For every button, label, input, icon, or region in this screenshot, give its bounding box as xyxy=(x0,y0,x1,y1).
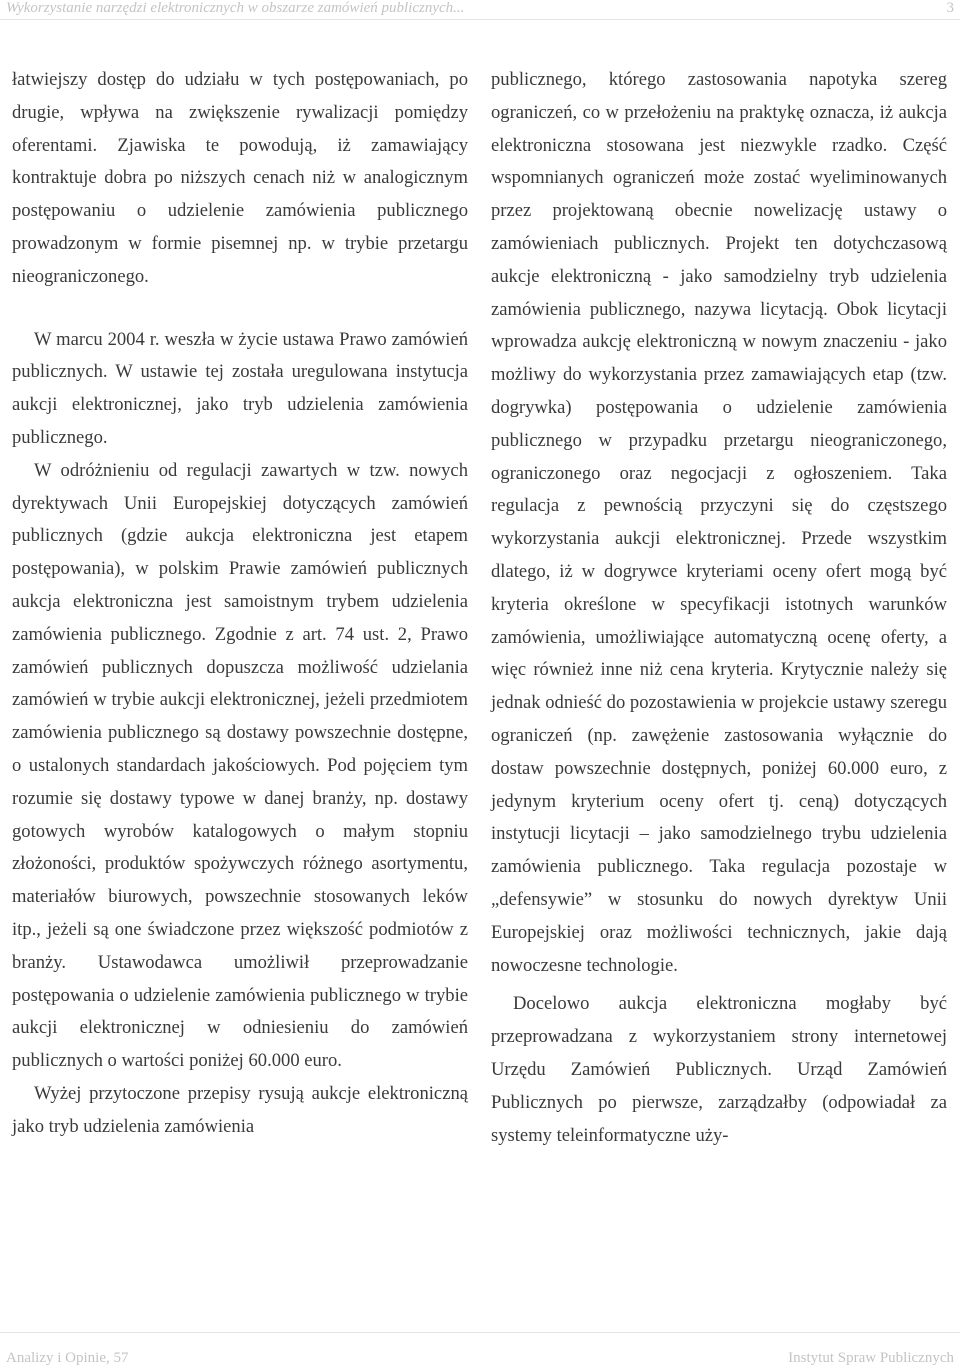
page-number: 3 xyxy=(946,0,954,16)
left-column xyxy=(12,64,468,1144)
paragraph: łatwiejszy dostęp do udziału w tych postępowaniach, po drugie, wpływa na zwiększenie rywalizacji pomiędzy oferentami. Zjawiska te powodują, iż zamawiający kontraktuje dobra po niższych cenach niż w analogicznym postępowaniu o udzielenie zamówienia publicznego prowadzonym w formie pisemnej np. w trybie przetargu nieograniczonego. xyxy=(12,69,468,287)
footer-institute: Instytut Spraw Publicznych xyxy=(788,1350,954,1366)
paragraph: W marcu 2004 r. weszła w życie ustawa Prawo zamówień publicznych. W ustawie tej została uregulowana instytucja aukcji elektronicznej, jako tryb udzielenia zamówienia publicznego. xyxy=(12,328,468,448)
header-divider xyxy=(0,19,960,20)
paragraph: Wyżej przytoczone przepisy rysują aukcje elektroniczną jako tryb udzielenia zamówienia xyxy=(12,1082,468,1137)
paragraph: Docelowo aukcja elektroniczna mogłaby być przeprowadzana z wykorzystaniem strony internetowej Urzędu Zamówień Publicznych. Urząd Zamówień Publicznych po pierwsze, zarządzałby (odpowiadał za systemy teleinformatyczne uży- xyxy=(491,993,947,1146)
paragraph: publicznego, którego zastosowania napotyka szereg ograniczeń, co w przełożeniu na praktykę oznacza, iż aukcja elektroniczna stosowana jest niezwykle rzadko. Część wspomnianych ograniczeń może zostać wyeliminowanych przez projektowaną obecnie nowelizację ustawy o zamówieniach publicznych. Projekt ten dotychczasową aukcje elektroniczną - jako samodzielny tryb udzielenia zamówienia publicznego, nazywa licytacją. Obok licytacji wprowadza aukcję elektroniczną w nowym znaczeniu - jako możliwy do wykorzystania przez zamawiających etap (tzw. dogrywka) postępowania o udzielenie zamówienia publicznego w przypadku przetargu nieograniczonego, ograniczonego oraz negocjacji z ogłoszeniem. Taka regulacja z pewnością przyczyni się do częstszego wykorzystania aukcji elektronicznej. Przede wszystkim dlatego, iż w dogrywce kryteriami oceny ofert mogą być kryteria określone w specyfikacji istotnych warunków zamówienia, umożliwiające automatyczną ocenę oferty, a więc również inne niż cena kryteria. Krytycznie należy się jednak odnieść do pozostawienia w projekcie ustawy szeregu ograniczeń (np. zawężenie zastosowania wyłącznie do dostaw powszechnie dostępnych, poniżej 60.000 euro, z jedynym kryterium oceny ofert tj. ceną) dotyczących instytucji licytacji – jako samodzielnego trybu udzielenia zamówienia publicznego. Taka regulacja pozostaje w „defensywie” w stosunku do nowych dyrektyw Unii Europejskiej oraz możliwości technicznych, jakie dają nowoczesne technologie. xyxy=(491,69,947,976)
right-column xyxy=(491,64,947,1152)
running-header-title: Wykorzystanie narzędzi elektronicznych w obszarze zamówień publicznych... xyxy=(6,0,465,16)
footer-publication: Analizy i Opinie, 57 xyxy=(6,1350,129,1366)
paragraph: W odróżnieniu od regulacji zawartych w tzw. nowych dyrektywach Unii Europejskiej dotyczących zamówień publicznych (gdzie aukcja elektroniczna jest etapem postępowania), w polskim Prawie zamówień publicznych aukcja elektroniczna jest samoistnym trybem udzielenia zamówienia publicznego. Zgodnie z art. 74 ust. 2, Prawo zamówień publicznych dopuszcza możliwość udzielania zamówień w trybie aukcji elektronicznej, jeżeli przedmiotem zamówienia publicznego są dostawy powszechnie dostępne, o ustalonych standardach jakościowych. Pod pojęciem tym rozumie się dostawy typowe w danej branży, np. dostawy gotowych wyrobów katalogowych o małym stopniu złożoności, produktów spożywczych różnego asortymentu, materiałów biurowych, powszechnie stosowanych leków itp., jeżeli są one świadczone przez większość podmiotów z branży. Ustawodawca umożliwił przeprowadzanie postępowania o udzielenie zamówienia publicznego w trybie aukcji elektronicznej w odniesieniu do zamówień publicznych o wartości poniżej 60.000 euro. xyxy=(12,459,468,1072)
footer-divider xyxy=(0,1332,960,1333)
